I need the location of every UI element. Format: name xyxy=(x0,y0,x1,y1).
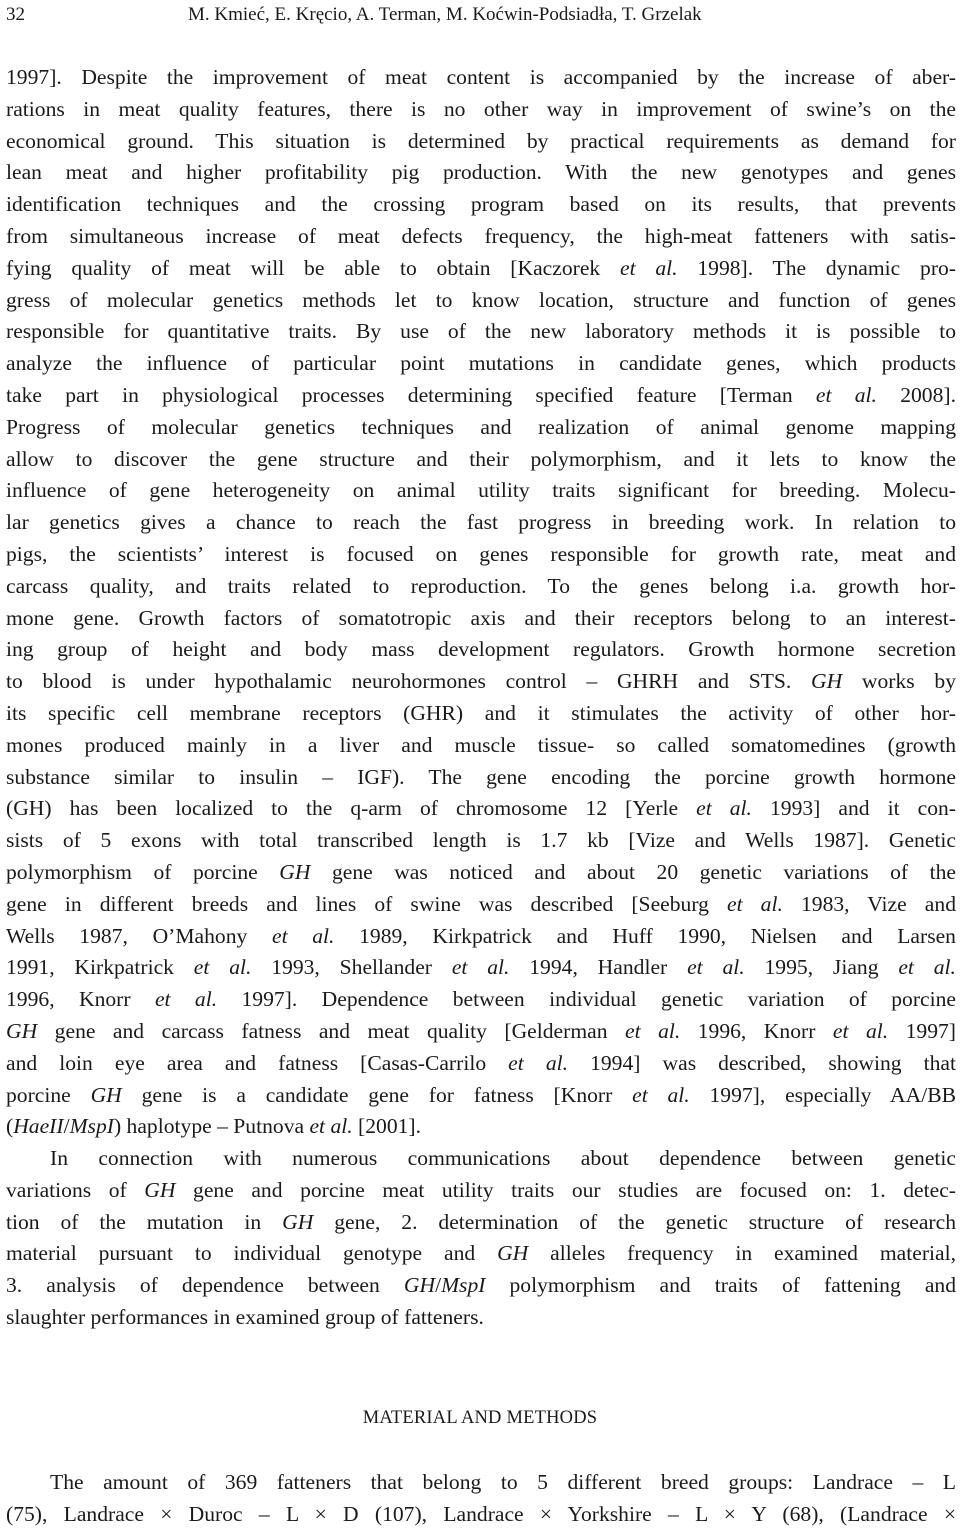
text-line: rations in meat quality features, there is no other way in improvement of swine’s on the xyxy=(6,96,956,121)
text-line: and loin eye area and fatness [Casas-Carrilo et al. 1994] was described, showing that xyxy=(6,1050,956,1075)
text-line: tion of the mutation in GH gene, 2. determination of the genetic structure of research xyxy=(6,1209,956,1234)
text-line: variations of GH gene and porcine meat utility traits our studies are focused on: 1. detec- xyxy=(6,1177,956,1202)
running-head: M. Kmieć, E. Kręcio, A. Terman, M. Koćwin-Podsiadła, T. Grzelak xyxy=(188,4,702,25)
body-text xyxy=(6,62,956,1334)
section-heading: MATERIAL AND METHODS xyxy=(362,1408,598,1428)
text-line: identification techniques and the crossing program based on its results, that prevents xyxy=(6,192,956,217)
text-line: (GH) has been localized to the q-arm of chromosome 12 [Yerle et al. 1993] and it con- xyxy=(6,796,956,821)
text-line: responsible for quantitative traits. By use of the new laboratory methods it is possible to xyxy=(6,319,956,344)
text-line: pigs, the scientists’ interest is focused on genes responsible for growth rate, meat and xyxy=(6,541,956,566)
text-line: fying quality of meat will be able to obtain [Kaczorek et al. 1998]. The dynamic pro- xyxy=(6,255,956,280)
text-line: (HaeII/MspI) haplotype – Putnova et al. [2001]. xyxy=(6,1114,422,1139)
text-line: (75), Landrace × Duroc – L × D (107), Landrace × Yorkshire – L × Y (68), (Landrace × xyxy=(6,1501,956,1526)
text-line: material pursuant to individual genotype and GH alleles frequency in examined material, xyxy=(6,1241,956,1266)
text-line: mone gene. Growth factors of somatotropic axis and their receptors belong to an interest- xyxy=(6,605,956,630)
text-line: substance similar to insulin – IGF). The gene encoding the porcine growth hormone xyxy=(6,764,956,789)
text-line: GH gene and carcass fatness and meat quality [Gelderman et al. 1996, Knorr et al. 1997] xyxy=(6,1018,956,1043)
text-line: lar genetics gives a chance to reach the fast progress in breeding work. In relation to xyxy=(6,510,956,535)
text-line: take part in physiological processes determining specified feature [Terman et al. 2008]. xyxy=(6,382,956,407)
page-header xyxy=(0,2,960,32)
text-line: porcine GH gene is a candidate gene for fatness [Knorr et al. 1997], especially AA/BB xyxy=(6,1082,956,1107)
text-line: its specific cell membrane receptors (GHR) and it stimulates the activity of other hor- xyxy=(6,700,956,725)
text-line: 1991, Kirkpatrick et al. 1993, Shellander et al. 1994, Handler et al. 1995, Jiang et al. xyxy=(6,955,956,980)
text-line: Wells 1987, O’Mahony et al. 1989, Kirkpatrick and Huff 1990, Nielsen and Larsen xyxy=(6,923,956,948)
text-line: polymorphism of porcine GH gene was noticed and about 20 genetic variations of the xyxy=(6,859,957,884)
page-number: 32 xyxy=(6,4,25,25)
text-line: The amount of 369 fatteners that belong to 5 different breed groups: Landrace – L xyxy=(50,1470,956,1494)
text-line: Progress of molecular genetics techniques and realization of animal genome mapping xyxy=(6,414,956,439)
text-line: 1996, Knorr et al. 1997]. Dependence between individual genetic variation of porcine xyxy=(6,987,957,1012)
text-line: economical ground. This situation is determined by practical requirements as demand for xyxy=(6,128,956,153)
text-line: influence of gene heterogeneity on animal utility traits significant for breeding. Molecu- xyxy=(6,478,956,503)
text-line: 1997]. Despite the improvement of meat content is accompanied by the increase of aber- xyxy=(6,65,956,89)
text-line: gress of molecular genetics methods let to know location, structure and function of genes xyxy=(6,287,956,312)
text-line: allow to discover the gene structure and their polymorphism, and it lets to know the xyxy=(6,446,956,471)
text-line: lean meat and higher profitability pig production. With the new genotypes and genes xyxy=(6,160,956,185)
text-line: sists of 5 exons with total transcribed length is 1.7 kb [Vize and Wells 1987]. Genetic xyxy=(6,828,956,853)
text-line: from simultaneous increase of meat defects frequency, the high-meat fatteners with satis- xyxy=(6,223,956,248)
text-line: gene in different breeds and lines of swine was described [Seeburg et al. 1983, Vize and xyxy=(6,891,956,916)
paragraph-aims xyxy=(6,1143,956,1334)
text-line: to blood is under hypothalamic neurohormones control – GHRH and STS. GH works by xyxy=(6,669,956,694)
text-line: analyze the influence of particular point mutations in candidate genes, which products xyxy=(6,351,956,376)
text-line: carcass quality, and traits related to reproduction. To the genes belong i.a. growth hor- xyxy=(6,573,956,598)
paragraph-material xyxy=(6,1467,956,1531)
paragraph-introduction xyxy=(6,62,956,1143)
text-line: slaughter performances in examined group of fatteners. xyxy=(6,1305,484,1330)
text-line: mones produced mainly in a liver and muscle tissue- so called somatomedines (growth xyxy=(6,732,956,757)
text-line: In connection with numerous communications about dependence between genetic xyxy=(50,1146,956,1171)
text-line: ing group of height and body mass development regulators. Growth hormone secretion xyxy=(6,637,956,662)
text-line: 3. analysis of dependence between GH/MspI polymorphism and traits of fattening and xyxy=(6,1273,956,1298)
